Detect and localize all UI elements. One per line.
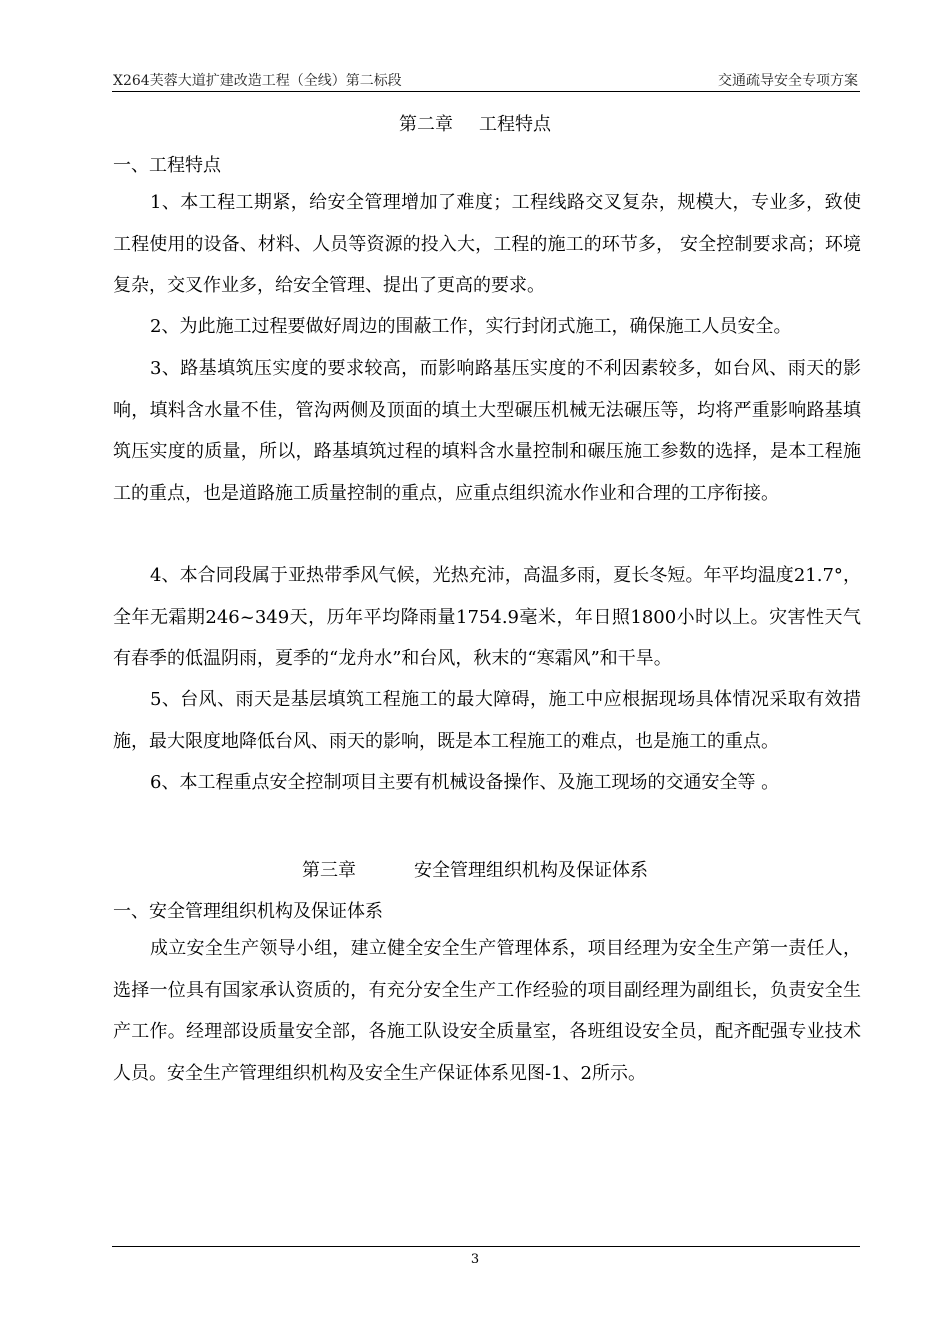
footer-divider bbox=[112, 1246, 860, 1247]
chapter-3-heading bbox=[0, 856, 950, 882]
header-project-name: X264芙蓉大道扩建改造工程（全线）第二标段 bbox=[113, 73, 402, 89]
chapter-2-section-heading: 一、工程特点 bbox=[113, 155, 221, 176]
chapter-2-paragraph-4: 4、本合同段属于亚热带季风气候，光热充沛，高温多雨，夏长冬短。年平均温度21.7°，全年无霜期246~349天，历年平均降雨量1754.9毫米，年日照1800小时以上。灾害性天气有春季的低温阴雨，夏季的“龙舟水”和台风，秋末的“寒霜风”和干旱。 bbox=[113, 565, 861, 669]
chapter-3-section-heading: 一、安全管理组织机构及保证体系 bbox=[113, 901, 383, 922]
chapter-2-number: 第二章 bbox=[399, 114, 453, 135]
header-document-title: 交通疏导安全专项方案 bbox=[718, 73, 858, 89]
chapter-3-number: 第三章 bbox=[302, 860, 356, 881]
chapter-3-paragraph-1: 成立安全生产领导小组，建立健全安全生产管理体系，项目经理为安全生产第一责任人，选择一位具有国家承认资质的，有充分安全生产工作经验的项目副经理为副组长，负责安全生产工作。经理部设质量安全部，各施工队设安全质量室，各班组设安全员，配齐配强专业技术人员。安全生产管理组织机构及安全生产保证体系见图-1、2所示。 bbox=[113, 938, 861, 1084]
chapter-2-heading bbox=[0, 110, 950, 136]
chapter-2-paragraph-2: 2、为此施工过程要做好周边的围蔽工作，实行封闭式施工，确保施工人员安全。 bbox=[150, 316, 792, 337]
chapter-2-title: 工程特点 bbox=[479, 114, 551, 135]
chapter-2-paragraph-5: 5、台风、雨天是基层填筑工程施工的最大障碍，施工中应根据现场具体情况采取有效措施，最大限度地降低台风、雨天的影响，既是本工程施工的难点，也是施工的重点。 bbox=[113, 689, 861, 752]
chapter-2-paragraph-1: 1、本工程工期紧，给安全管理增加了难度；工程线路交叉复杂，规模大，专业多，致使工程使用的设备、材料、人员等资源的投入大，工程的施工的环节多， 安全控制要求高；环境复杂，交叉作业多，给安全管理、提出了更高的要求。 bbox=[113, 192, 861, 296]
page-number: 3 bbox=[470, 1252, 480, 1267]
chapter-2-paragraph-6: 6、本工程重点安全控制项目主要有机械设备操作、及施工现场的交通安全等 。 bbox=[150, 772, 780, 793]
chapter-2-paragraph-3: 3、路基填筑压实度的要求较高，而影响路基压实度的不利因素较多，如台风、雨天的影响，填料含水量不佳，管沟两侧及顶面的填土大型碾压机械无法碾压等，均将严重影响路基填筑压实度的质量，所以，路基填筑过程的填料含水量控制和碾压施工参数的选择，是本工程施工的重点，也是道路施工质量控制的重点，应重点组织流水作业和合理的工序衔接。 bbox=[113, 358, 861, 504]
chapter-3-title: 安全管理组织机构及保证体系 bbox=[414, 860, 648, 881]
header-divider bbox=[112, 91, 860, 92]
